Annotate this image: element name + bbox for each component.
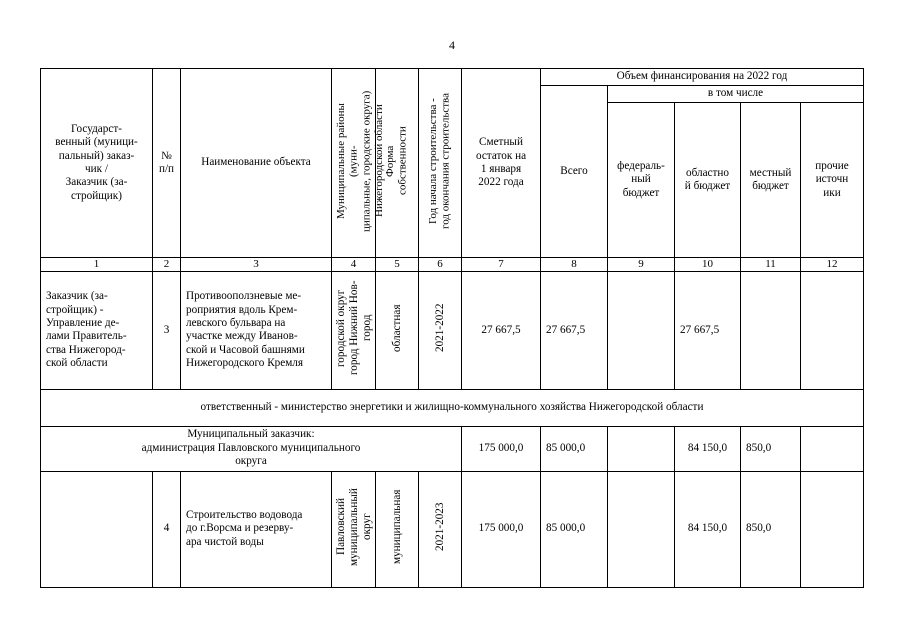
column-number: 10: [675, 258, 741, 272]
district-cell: Павловский муниципальный округ: [332, 471, 376, 587]
local-cell: 850,0: [741, 471, 801, 587]
estimate-cell: 175 000,0: [462, 426, 541, 471]
object-number: 3: [153, 272, 181, 389]
column-number: 11: [741, 258, 801, 272]
total-cell: 27 667,5: [541, 272, 608, 389]
table-row-municipal-customer: [41, 426, 864, 471]
page-number: 4: [449, 38, 455, 52]
total-cell: 85 000,0: [541, 426, 608, 471]
column-number: 8: [541, 258, 608, 272]
customer-cell: [41, 471, 153, 587]
column-number: 9: [608, 258, 675, 272]
table-row-object-4: [41, 471, 864, 587]
federal-cell: [608, 426, 675, 471]
years-cell: 2021-2023: [419, 471, 462, 587]
responsible-row: [41, 389, 864, 426]
header-regional: областно й бюджет: [675, 103, 741, 258]
financing-table: [40, 68, 864, 588]
ownership-cell: областная: [376, 272, 419, 389]
header-customer: Государст- венный (муници- пальный) заказ- чик / Заказчик (за- стройщик): [41, 69, 153, 258]
object-name: Строительство водовода до г.Ворсма и резерву- ара чистой воды: [181, 471, 332, 587]
years-cell: 2021-2022: [419, 272, 462, 389]
header-other: прочие источн ики: [801, 103, 864, 258]
local-cell: [741, 272, 801, 389]
header-number: № п/п: [153, 69, 181, 258]
header-federal: федераль- ный бюджет: [608, 103, 675, 258]
column-numbers-row: [41, 258, 864, 272]
responsible-ministry: ответственный - министерство энергетики и жилищно-коммунального хозяйства Нижегородской области: [41, 389, 864, 426]
total-cell: 85 000,0: [541, 471, 608, 587]
column-number: 4: [332, 258, 376, 272]
header-district: Муниципальные районы (муни- ципальные, городские округа) Нижегородской области: [332, 69, 376, 258]
other-cell: [801, 272, 864, 389]
column-number: 6: [419, 258, 462, 272]
column-number: 3: [181, 258, 332, 272]
other-cell: [801, 471, 864, 587]
object-number: 4: [153, 471, 181, 587]
municipal-customer-label: Муниципальный заказчик: администрация Павловского муниципального округа: [41, 426, 462, 471]
other-cell: [801, 426, 864, 471]
object-name: Противооползневые ме- роприятия вдоль Крем- левского бульвара на участке между Иванов- ской и Часовой башнями Нижегородского Кремля: [181, 272, 332, 389]
local-cell: 850,0: [741, 426, 801, 471]
table-row-object-3: [41, 272, 864, 389]
regional-cell: 84 150,0: [675, 471, 741, 587]
header-including-group: в том числе: [608, 86, 864, 103]
regional-cell: 84 150,0: [675, 426, 741, 471]
customer-cell: Заказчик (за- стройщик) - Управление де- лами Правитель- ства Нижегород- ской области: [41, 272, 153, 389]
header-object-name: Наименование объекта: [181, 69, 332, 258]
column-number: 5: [376, 258, 419, 272]
estimate-cell: 27 667,5: [462, 272, 541, 389]
estimate-cell: 175 000,0: [462, 471, 541, 587]
regional-cell: 27 667,5: [675, 272, 741, 389]
header-total: Всего: [541, 86, 608, 258]
ownership-cell: муниципальная: [376, 471, 419, 587]
federal-cell: [608, 471, 675, 587]
column-number: 2: [153, 258, 181, 272]
column-number: 12: [801, 258, 864, 272]
district-cell: городской округ город Нижний Нов- город: [332, 272, 376, 389]
header-estimate: Сметный остаток на 1 января 2022 года: [462, 69, 541, 258]
header-ownership: Форма собственности: [376, 69, 419, 258]
column-number: 7: [462, 258, 541, 272]
column-number: 1: [41, 258, 153, 272]
federal-cell: [608, 272, 675, 389]
header-years: Год начала строительства - год окончания строительства: [419, 69, 462, 258]
header-funding-group: Объем финансирования на 2022 год: [541, 69, 864, 86]
header-local: местный бюджет: [741, 103, 801, 258]
